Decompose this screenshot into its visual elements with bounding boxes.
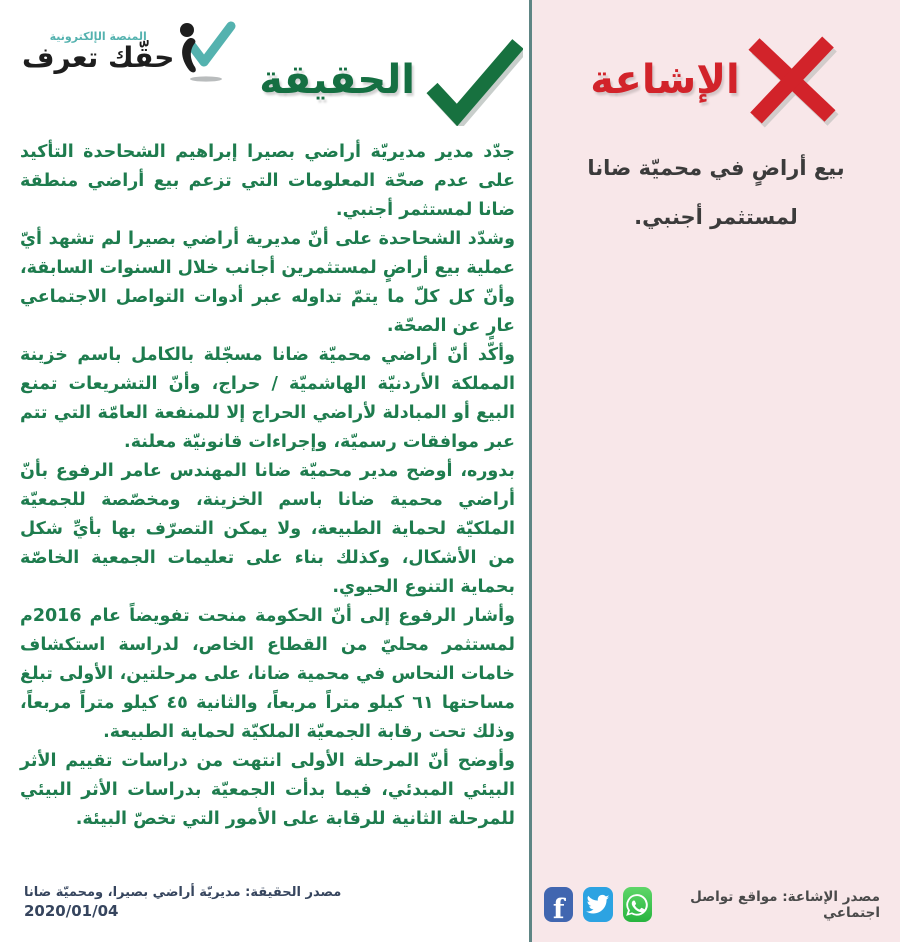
truth-paragraph: وشدّد الشحاحدة على أنّ مديرية أراضي بصيرا لم تشهد أيّ عملية بيع أراضٍ لمستثمرين أجانب خلال السنوات السابقة، وأنّ كل كلّ ما يتمّ تداوله عبر أدوات التواصل الاجتماعي عارٍ عن الصحّة. (20, 229, 515, 336)
truth-paragraph: وأكّد أنّ أراضي محميّة ضانا مسجّلة بالكامل باسم خزينة المملكة الأردنيّة الهاشميّة / حراج، وأنّ التشريعات تمنع البيع أو المبادلة لأراضي الحراج إلا للمنفعة العامّة التي تتم عبر موافقات رسميّة، وإجراءات قانونيّة معلنة. (20, 345, 515, 452)
rumor-panel (532, 0, 900, 942)
brand-platform-label: المنصة الإلكترونية (49, 30, 147, 43)
rumor-title: الإشاعة (590, 57, 740, 103)
truth-article (10, 128, 523, 834)
truth-paragraph: وأوضح أنّ المرحلة الأولى انتهت من دراسات تقييم الأثر البيئي المبدئي، فيما بدأت الجمعيّة بدراسات الأثر البيئي للمرحلة الثانية للرقابة على الأمور التي تخصّ البيئة. (20, 751, 515, 829)
truth-header (10, 10, 523, 128)
brand-logo (22, 18, 232, 84)
rumor-claim-text: بيع أراضٍ في محميّة ضانا لمستثمر أجنبي. (587, 156, 845, 230)
brand-text (22, 30, 174, 74)
truth-source: مصدر الحقيقة: مديريّة أراضي بصيرا، ومحميّة ضانا (24, 885, 342, 900)
truth-paragraph: جدّد مدير مديريّة أراضي بصيرا إبراهيم الشحاحدة التأكيد على عدم صحّة المعلومات التي تزعم بيع أراضي منطقة ضانا لمستثمر أجنبي. (20, 142, 515, 220)
truth-title: الحقيقة (259, 57, 415, 103)
rumor-source: مصدر الإشاعة: مواقع تواصل اجتماعي (690, 888, 880, 921)
person-check-logo-icon (174, 18, 236, 84)
truth-paragraph: بدوره، أوضح مدير محميّة ضانا المهندس عامر الرفوع بأنّ أراضي محمية ضانا باسم الخزينة، ومخصّصة للجمعيّة الملكيّة لحماية الطبيعة، ولا يمكن التصرّف بها بأيِّ شكل من الأشكال، وكذلك بناء على تعليمات الجمعية الخاصّة بحماية التنوع الحيوي. (20, 461, 515, 597)
brand-name: حقّك تعرف (22, 41, 175, 74)
truth-date: 2020/01/04 (24, 902, 119, 920)
twitter-icon (583, 887, 612, 922)
rumor-title-block (544, 30, 888, 130)
red-x-icon (742, 30, 842, 130)
truth-paragraph: وأشار الرفوع إلى أنّ الحكومة منحت تفويضاً عام 2016م لمستثمر محليّ من القطاع الخاص، لدراسة استكشاف خامات النحاس في محمية ضانا، على مرحلتين، الأولى تبلغ مساحتها ٦١ كيلو متراً مربعاً، والثانية ٤٥ كيلو متراً مربعاً، وذلك تحت رقابة الجمعيّة الملكيّة لحماية الطبيعة. (20, 606, 516, 742)
truth-title-block (259, 34, 523, 126)
truth-footer (10, 885, 523, 932)
green-checkmark-icon (419, 34, 523, 126)
whatsapp-icon (623, 887, 652, 922)
rumor-footer (544, 887, 888, 930)
facebook-icon: f (544, 887, 573, 922)
